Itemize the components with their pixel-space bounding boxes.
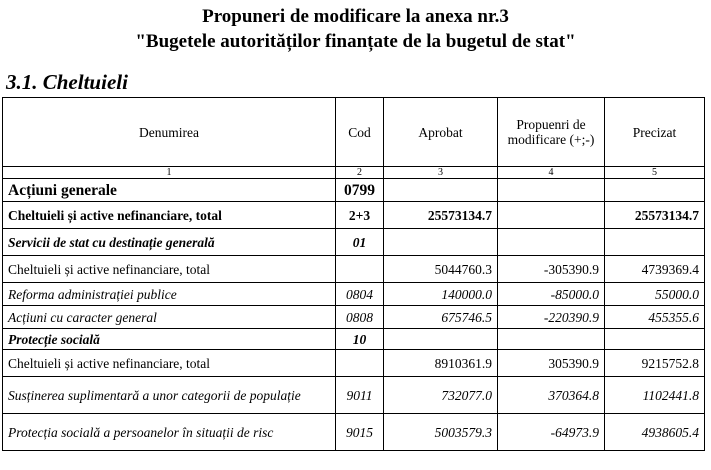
- row-aprobat: 8910361.9: [384, 350, 498, 377]
- row-cod: [336, 256, 384, 283]
- row-cod: 2+3: [336, 202, 384, 229]
- row-aprobat: 5044760.3: [384, 256, 498, 283]
- row-aprobat: [384, 229, 498, 256]
- table-row: [3, 306, 705, 329]
- column-number: 5: [605, 167, 705, 179]
- row-cod: [336, 350, 384, 377]
- document-title-line-1: Propuneri de modificare la anexa nr.3: [202, 6, 509, 27]
- document-title-line-2: "Bugetele autorităților finanțate de la bugetul de stat": [135, 31, 576, 52]
- row-aprobat: [384, 179, 498, 202]
- row-propuneri: [498, 329, 605, 350]
- table-row: [3, 377, 705, 414]
- row-propuneri: -64973.9: [498, 414, 605, 451]
- row-precizat: [605, 229, 705, 256]
- row-propuneri: [498, 202, 605, 229]
- row-aprobat: 5003579.3: [384, 414, 498, 451]
- row-name: Acțiuni generale: [3, 179, 336, 202]
- row-aprobat: 732077.0: [384, 377, 498, 414]
- header-denumirea: Denumirea: [3, 98, 336, 167]
- expenditure-table: [2, 97, 705, 451]
- row-propuneri: -305390.9: [498, 256, 605, 283]
- header-aprobat: Aprobat: [384, 98, 498, 167]
- table-row: [3, 350, 705, 377]
- row-cod: 0804: [336, 283, 384, 306]
- row-name: Protecția socială a persoanelor în situații de risc: [3, 414, 336, 451]
- row-propuneri: -85000.0: [498, 283, 605, 306]
- row-cod: 9011: [336, 377, 384, 414]
- row-precizat: [605, 329, 705, 350]
- row-precizat: [605, 179, 705, 202]
- row-aprobat: 25573134.7: [384, 202, 498, 229]
- row-precizat: 4938605.4: [605, 414, 705, 451]
- table-header-row: [3, 98, 705, 167]
- column-number-row: [3, 167, 705, 179]
- row-propuneri: 305390.9: [498, 350, 605, 377]
- row-cod: 01: [336, 229, 384, 256]
- table-row: [3, 414, 705, 451]
- row-cod: 10: [336, 329, 384, 350]
- row-precizat: 25573134.7: [605, 202, 705, 229]
- row-aprobat: 140000.0: [384, 283, 498, 306]
- row-precizat: 4739369.4: [605, 256, 705, 283]
- column-number: 2: [336, 167, 384, 179]
- row-name: Cheltuieli și active nefinanciare, total: [3, 350, 336, 377]
- table-row: [3, 229, 705, 256]
- row-cod: 9015: [336, 414, 384, 451]
- table-row: [3, 256, 705, 283]
- column-number: 4: [498, 167, 605, 179]
- row-precizat: 55000.0: [605, 283, 705, 306]
- row-cod: 0808: [336, 306, 384, 329]
- row-name: Cheltuieli și active nefinanciare, total: [3, 202, 336, 229]
- row-propuneri: [498, 179, 605, 202]
- header-precizat: Precizat: [605, 98, 705, 167]
- row-precizat: 455355.6: [605, 306, 705, 329]
- row-precizat: 1102441.8: [605, 377, 705, 414]
- table-row: [3, 202, 705, 229]
- row-aprobat: 675746.5: [384, 306, 498, 329]
- column-number: 1: [3, 167, 336, 179]
- row-name: Protecție socială: [3, 329, 336, 350]
- table-row: [3, 329, 705, 350]
- header-propuneri: Propuenri de modificare (+;-): [498, 98, 605, 167]
- row-aprobat: [384, 329, 498, 350]
- row-cod: 0799: [336, 179, 384, 202]
- row-name: Cheltuieli și active nefinanciare, total: [3, 256, 336, 283]
- table-row: [3, 283, 705, 306]
- column-number: 3: [384, 167, 498, 179]
- row-precizat: 9215752.8: [605, 350, 705, 377]
- row-name: Acțiuni cu caracter general: [3, 306, 336, 329]
- row-propuneri: 370364.8: [498, 377, 605, 414]
- header-cod: Cod: [336, 98, 384, 167]
- section-heading: 3.1. Cheltuieli: [6, 70, 128, 94]
- row-name: Servicii de stat cu destinație generală: [3, 229, 336, 256]
- table-row: [3, 179, 705, 202]
- row-name: Reforma administrației publice: [3, 283, 336, 306]
- row-propuneri: -220390.9: [498, 306, 605, 329]
- row-name: Susținerea suplimentară a unor categorii de populație: [3, 377, 336, 414]
- row-propuneri: [498, 229, 605, 256]
